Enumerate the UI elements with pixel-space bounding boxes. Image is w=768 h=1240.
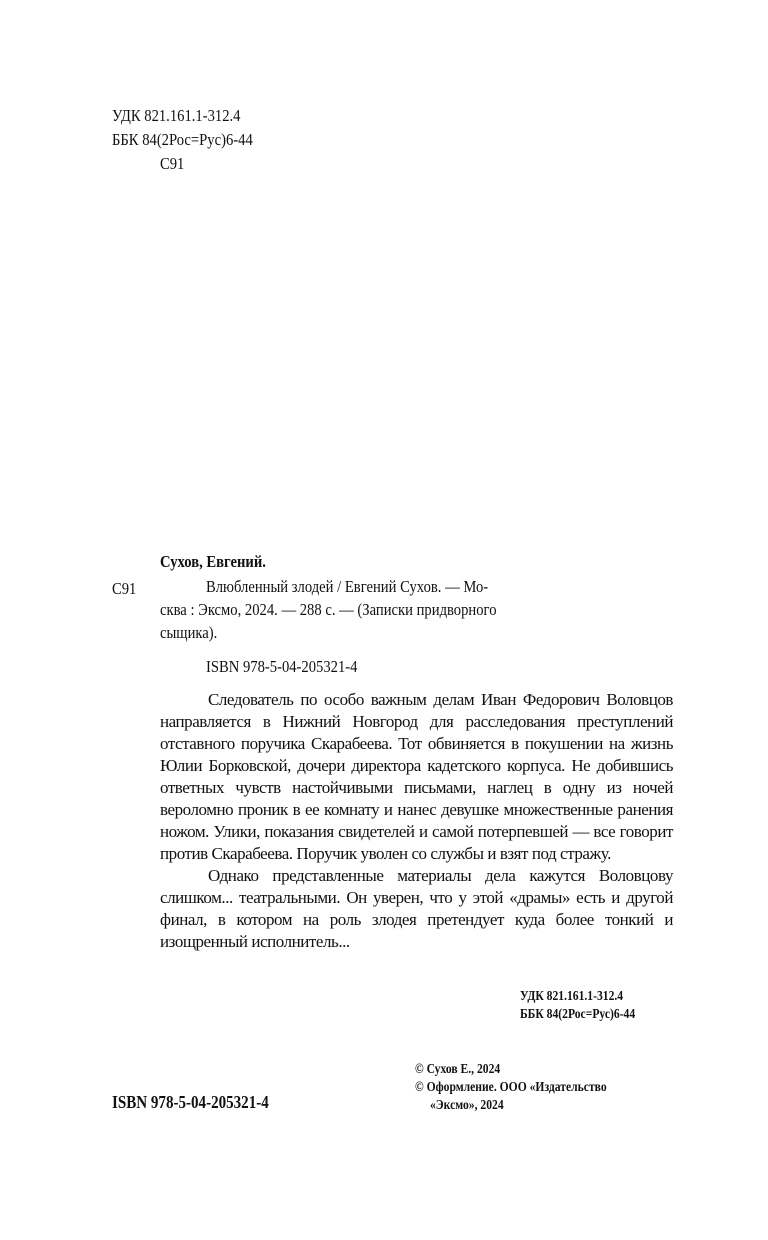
isbn-card: ISBN 978-5-04-205321-4 <box>206 657 358 676</box>
annotation-paragraph-2: Однако представленные материалы дела кажутся Воловцову слишком... театральными. Он уверен, что у этой «драмы» есть и другой финал, в котором на роль злодея претендует куда более тонкий и изощренный исполнитель... <box>160 866 673 951</box>
copyright-author: © Сухов Е., 2024 <box>415 1061 501 1076</box>
udk-code-bottom: УДК 821.161.1-312.4 <box>520 988 624 1003</box>
author-heading: Сухов, Евгений. <box>160 552 266 571</box>
annotation <box>160 689 673 953</box>
bbk-code-bottom: ББК 84(2Рос=Рус)6-44 <box>520 1006 636 1021</box>
bibliographic-line-2: сква : Эксмо, 2024. — 288 с. — (Записки придворного <box>160 600 497 619</box>
author-mark: С91 <box>112 579 137 598</box>
copyright-design-line-1: © Оформление. ООО «Издательство <box>415 1079 607 1094</box>
bibliographic-line-1: Влюбленный злодей / Евгений Сухов. — Мо- <box>206 577 489 596</box>
isbn-bottom: ISBN 978-5-04-205321-4 <box>112 1092 269 1112</box>
bibliographic-line-3: сыщика). <box>160 623 218 642</box>
bbk-code-top: ББК 84(2Рос=Рус)6-44 <box>112 130 253 149</box>
udk-code-top: УДК 821.161.1-312.4 <box>112 106 241 125</box>
annotation-paragraph-1: Следователь по особо важным делам Иван Федорович Воловцов направляется в Нижний Новгород для расследования преступлений отставного поручика Скарабеева. Тот обвиняется в покушении на жизнь Юлии Борковской, дочери директора кадетского корпуса. Не добившись ответных чувств настойчивыми письмами, наглец в одну из ночей вероломно проник в ее комнату и нанес девушке множественные ранения ножом. Улики, показания свидетелей и самой потерпевшей — все говорит против Скарабеева. Поручик уволен со службы и взят под стражу. <box>160 690 673 863</box>
author-mark-top: С91 <box>160 154 185 173</box>
copyright-design-line-2: «Эксмо», 2024 <box>430 1097 504 1112</box>
